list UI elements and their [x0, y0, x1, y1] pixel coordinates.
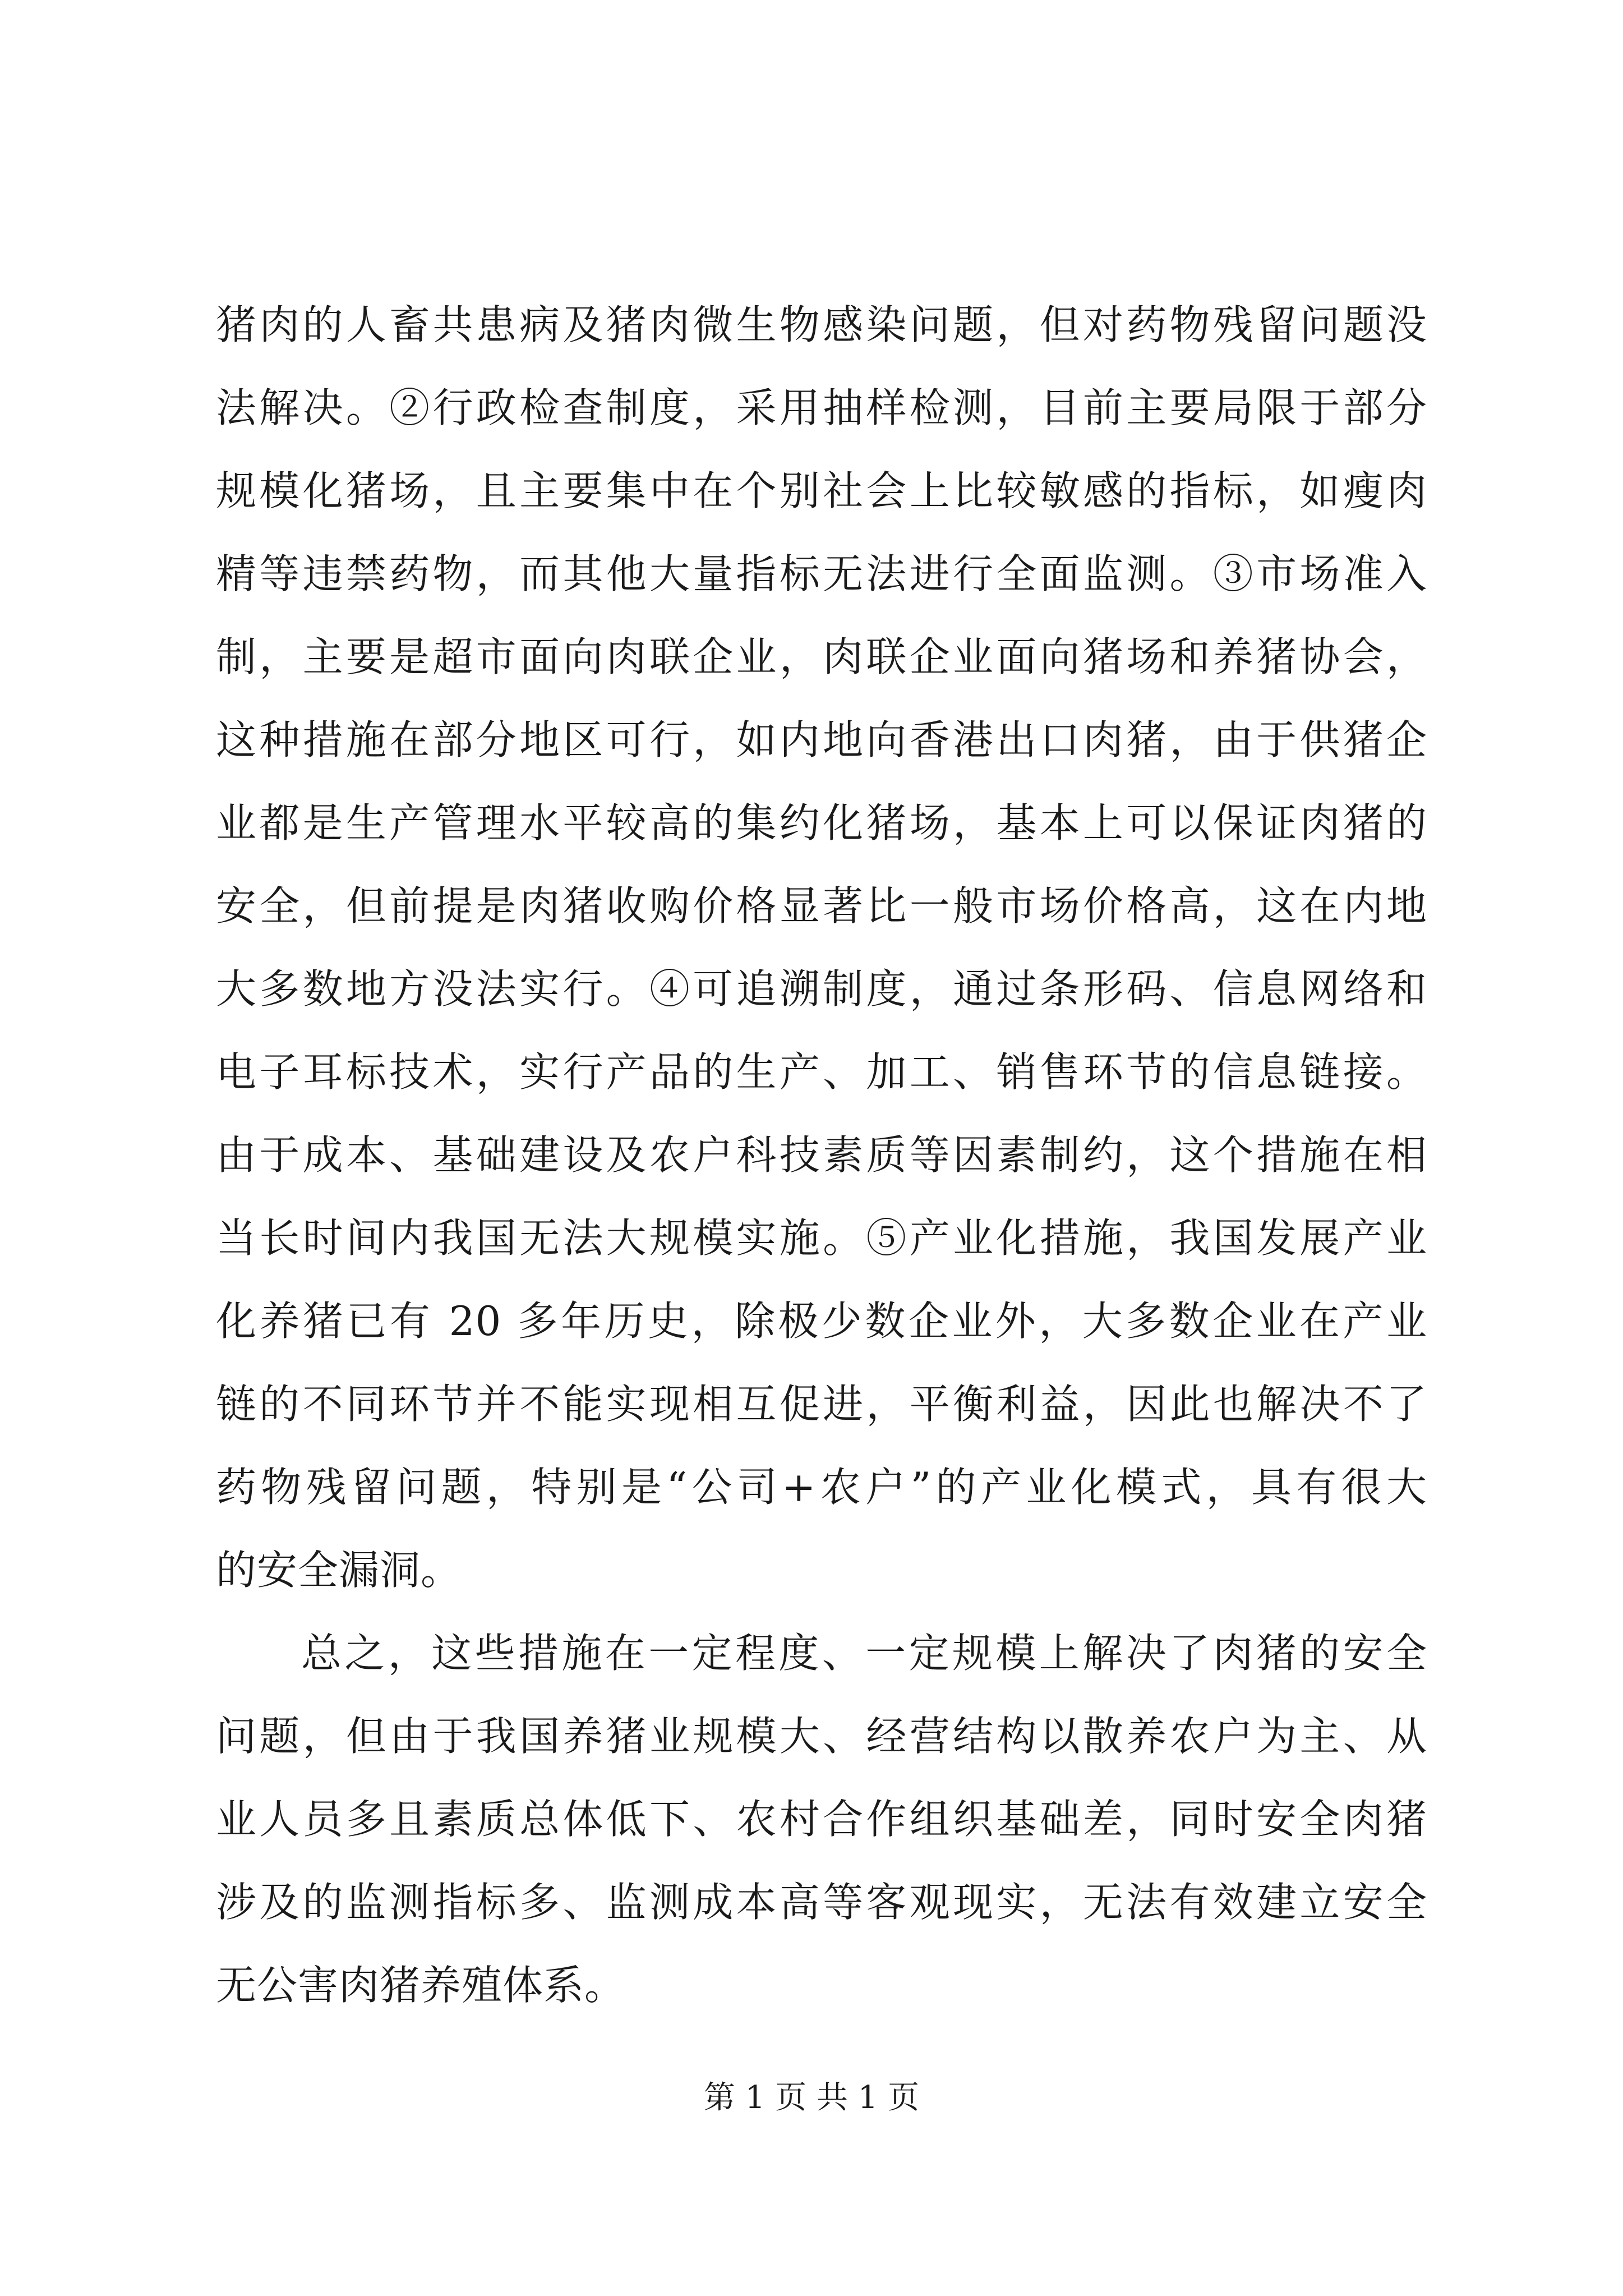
text-line: 无公害肉猪养殖体系。	[216, 1962, 626, 2009]
text-line: 链的不同环节并不能实现相互促进，平衡利益，因此也解决不了	[216, 1381, 1427, 1428]
text-line: 问题，但由于我国养猪业规模大、经营结构以散养农户为主、从	[216, 1713, 1427, 1760]
text-line: 规模化猪场，且主要集中在个别社会上比较敏感的指标，如瘦肉	[216, 467, 1427, 514]
text-line: 业都是生产管理水平较高的集约化猪场，基本上可以保证肉猪的	[216, 799, 1427, 846]
text-line: 安全，但前提是肉猪收购价格显著比一般市场价格高，这在内地	[216, 882, 1427, 930]
text-line: 电子耳标技术，实行产品的生产、加工、销售环节的信息链接。	[216, 1048, 1427, 1096]
text-line: 由于成本、基础建设及农户科技素质等因素制约，这个措施在相	[216, 1131, 1427, 1179]
text-line: 法解决。②行政检查制度，采用抽样检测，目前主要局限于部分	[216, 384, 1427, 431]
text-line: 制，主要是超市面向肉联企业，肉联企业面向猪场和养猪协会，	[216, 633, 1427, 680]
text-line: 化养猪已有 20 多年历史，除极少数企业外，大多数企业在产业	[216, 1297, 1427, 1345]
paragraph-2	[216, 1612, 1427, 2027]
text-line: 精等违禁药物，而其他大量指标无法进行全面监测。③市场准入	[216, 550, 1427, 597]
text-line: 这种措施在部分地区可行，如内地向香港出口肉猪，由于供猪企	[216, 716, 1427, 763]
text-line: 的安全漏洞。	[216, 1547, 462, 1594]
text-line: 涉及的监测指标多、监测成本高等客观现实，无法有效建立安全	[216, 1879, 1427, 1926]
text-line: 业人员多且素质总体低下、农村合作组织基础差，同时安全肉猪	[216, 1796, 1427, 1843]
text-line: 当长时间内我国无法大规模实施。⑤产业化措施，我国发展产业	[216, 1214, 1427, 1262]
text-line: 大多数地方没法实行。④可追溯制度，通过条形码、信息网络和	[216, 965, 1427, 1013]
paragraph-1	[216, 283, 1427, 1612]
text-line: 猪肉的人畜共患病及猪肉微生物感染问题，但对药物残留问题没	[216, 301, 1427, 348]
page-number-footer: 第 1 页 共 1 页	[703, 2079, 920, 2116]
document-body	[216, 283, 1427, 2027]
text-line: 总之，这些措施在一定程度、一定规模上解决了肉猪的安全	[301, 1630, 1427, 1677]
text-line: 药物残留问题，特别是“公司+农户”的产业化模式，具有很大	[216, 1464, 1427, 1511]
